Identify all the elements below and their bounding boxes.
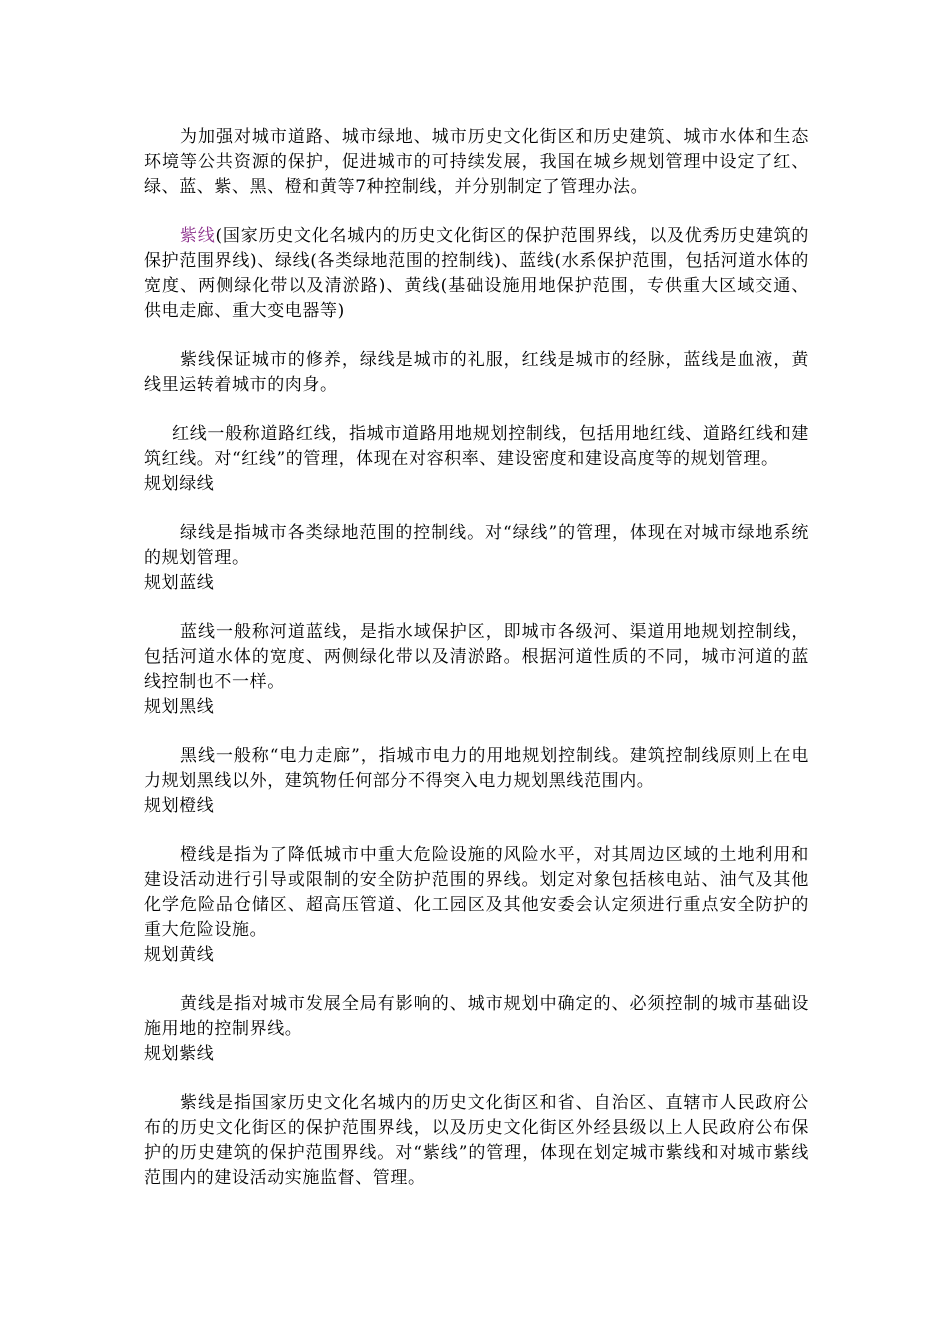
spacer [144, 819, 809, 843]
blue-line-heading: 规划蓝线 [144, 573, 215, 593]
green-line-paragraph: 绿线是指城市各类绿地范围的控制线。对“绿线”的管理，体现在对城市绿地系统的规划管理。 [144, 523, 809, 568]
lines-definition-text: (国家历史文化名城内的历史文化街区的保护范围界线，以及优秀历史建筑的保护范围界线)、绿线(各类绿地范围的控制线)、蓝线(水系保护范围，包括河道水体的宽度、两侧绿化带以及清淤路)、黄线(基础设施用地保护范围，专供重大区域交通、供电走廊、重大变电器等) [144, 226, 809, 321]
spacer [144, 720, 809, 744]
lines-definition-paragraph [144, 224, 809, 324]
spacer [144, 596, 809, 620]
spacer [144, 324, 809, 348]
metaphor-paragraph: 紫线保证城市的修养，绿线是城市的礼服，红线是城市的经脉，蓝线是血液，黄线里运转着城市的肉身。 [144, 350, 809, 395]
document-page [144, 125, 809, 1191]
yellow-line-paragraph: 黄线是指对城市发展全局有影响的、城市规划中确定的、必须控制的城市基础设施用地的控制界线。 [144, 994, 809, 1039]
blue-line-paragraph: 蓝线一般称河道蓝线，是指水域保护区，即城市各级河、渠道用地规划控制线，包括河道水体的宽度、两侧绿化带以及清淤路。根据河道性质的不同，城市河道的蓝线控制也不一样。 [144, 622, 809, 692]
orange-line-paragraph: 橙线是指为了降低城市中重大危险设施的风险水平，对其周边区域的土地利用和建设活动进行引导或限制的安全防护范围的界线。划定对象包括核电站、油气及其他化学危险品仓储区、超高压管道、化工园区及其他安委会认定须进行重点安全防护的重大危险设施。 [144, 845, 809, 940]
spacer [144, 398, 809, 422]
purple-line-paragraph: 紫线是指国家历史文化名城内的历史文化街区和省、自治区、直辖市人民政府公布的历史文化街区的保护范围界线，以及历史文化街区外经县级以上人民政府公布保护的历史建筑的保护范围界线。对“紫线”的管理，体现在划定城市紫线和对城市紫线范围内的建设活动实施监督、管理。 [144, 1093, 809, 1188]
spacer [144, 497, 809, 521]
purple-line-heading: 规划紫线 [144, 1044, 215, 1064]
red-line-paragraph: 红线一般称道路红线，指城市道路用地规划控制线，包括用地红线、道路红线和建筑红线。对“红线”的管理，体现在对容积率、建设密度和建设高度等的规划管理。 [144, 424, 809, 469]
spacer [144, 968, 809, 992]
spacer [144, 200, 809, 224]
intro-paragraph: 为加强对城市道路、城市绿地、城市历史文化街区和历史建筑、城市水体和生态环境等公共资源的保护，促进城市的可持续发展，我国在城乡规划管理中设定了红、绿、蓝、紫、黑、橙和黄等7种控制线，并分别制定了管理办法。 [144, 127, 809, 197]
purple-line-keyword: 紫线 [180, 226, 216, 246]
orange-line-heading: 规划橙线 [144, 796, 215, 816]
black-line-heading: 规划黑线 [144, 697, 215, 717]
green-line-heading: 规划绿线 [144, 474, 215, 494]
spacer [144, 1067, 809, 1091]
black-line-paragraph: 黑线一般称“电力走廊”，指城市电力的用地规划控制线。建筑控制线原则上在电力规划黑线以外，建筑物任何部分不得突入电力规划黑线范围内。 [144, 746, 809, 791]
yellow-line-heading: 规划黄线 [144, 945, 215, 965]
